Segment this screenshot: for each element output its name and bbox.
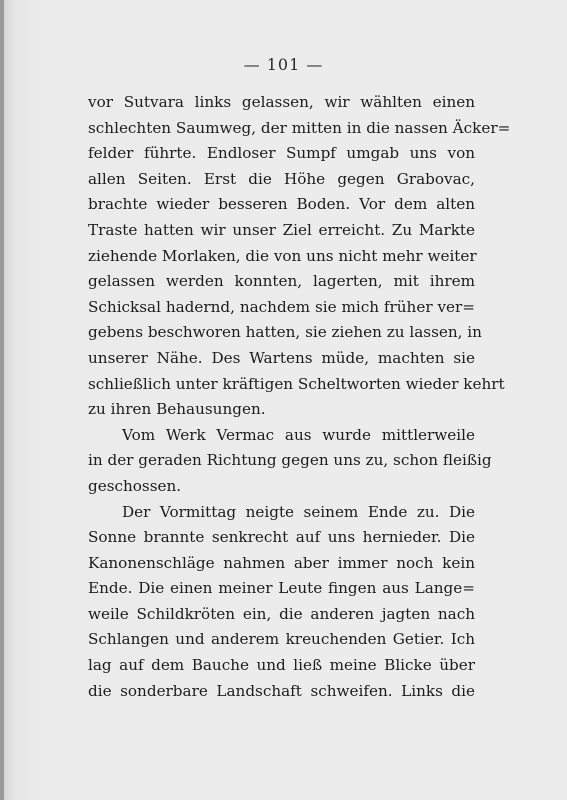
text-line: Sonne brannte senkrecht auf uns hernieder. Die bbox=[88, 528, 475, 547]
text-line: gebens beschworen hatten, sie ziehen zu lassen, in bbox=[88, 323, 482, 342]
text-line: allen Seiten. Erst die Höhe gegen Grabovac, bbox=[88, 169, 475, 188]
text-line: Schlangen und anderem kreuchenden Getier. Ich bbox=[88, 630, 475, 649]
text-line: in der geraden Richtung gegen uns zu, schon fleißig bbox=[88, 451, 492, 470]
body-text bbox=[88, 90, 511, 704]
text-line: zu ihren Behausungen. bbox=[88, 400, 266, 419]
text-line: Der Vormittag neigte seinem Ende zu. Die bbox=[122, 502, 475, 521]
text-line: vor Sutvara links gelassen, wir wählten einen bbox=[88, 93, 475, 111]
text-line: Schicksal hadernd, nachdem sie mich früher ver= bbox=[88, 297, 475, 316]
paragraph-2 bbox=[88, 423, 492, 500]
text-line: Ende. Die einen meiner Leute fingen aus Lange= bbox=[88, 579, 475, 598]
text-line: schließlich unter kräftigen Scheltworten wieder kehrt bbox=[88, 374, 505, 393]
text-line: die sonderbare Landschaft schweifen. Links die bbox=[88, 681, 475, 700]
text-line: lag auf dem Bauche und ließ meine Blicke über bbox=[88, 656, 475, 675]
paragraph-3 bbox=[88, 500, 475, 705]
text-line: gelassen werden konnten, lagerten, mit ihrem bbox=[88, 272, 475, 291]
text-line: weile Schildkröten ein, die anderen jagten nach bbox=[88, 604, 475, 623]
page-gutter-shadow bbox=[0, 0, 4, 800]
text-line: Traste hatten wir unser Ziel erreicht. Zu Markte bbox=[88, 220, 475, 239]
text-line: Kanonenschläge nahmen aber immer noch kein bbox=[88, 553, 475, 572]
text-line: schlechten Saumweg, der mitten in die nassen Äcker= bbox=[88, 118, 511, 137]
text-line: felder führte. Endloser Sumpf umgab uns von bbox=[88, 144, 475, 163]
text-line: geschossen. bbox=[88, 476, 182, 495]
page-number: — 101 — bbox=[243, 55, 324, 74]
text-line: unserer Nähe. Des Wartens müde, machten sie bbox=[88, 348, 475, 367]
text-line: ziehende Morlaken, die von uns nicht mehr weiter bbox=[88, 246, 477, 265]
text-line: brachte wieder besseren Boden. Vor dem alten bbox=[88, 195, 475, 214]
paragraph-1 bbox=[88, 90, 511, 423]
text-line: Vom Werk Vermac aus wurde mittlerweile bbox=[122, 425, 475, 444]
